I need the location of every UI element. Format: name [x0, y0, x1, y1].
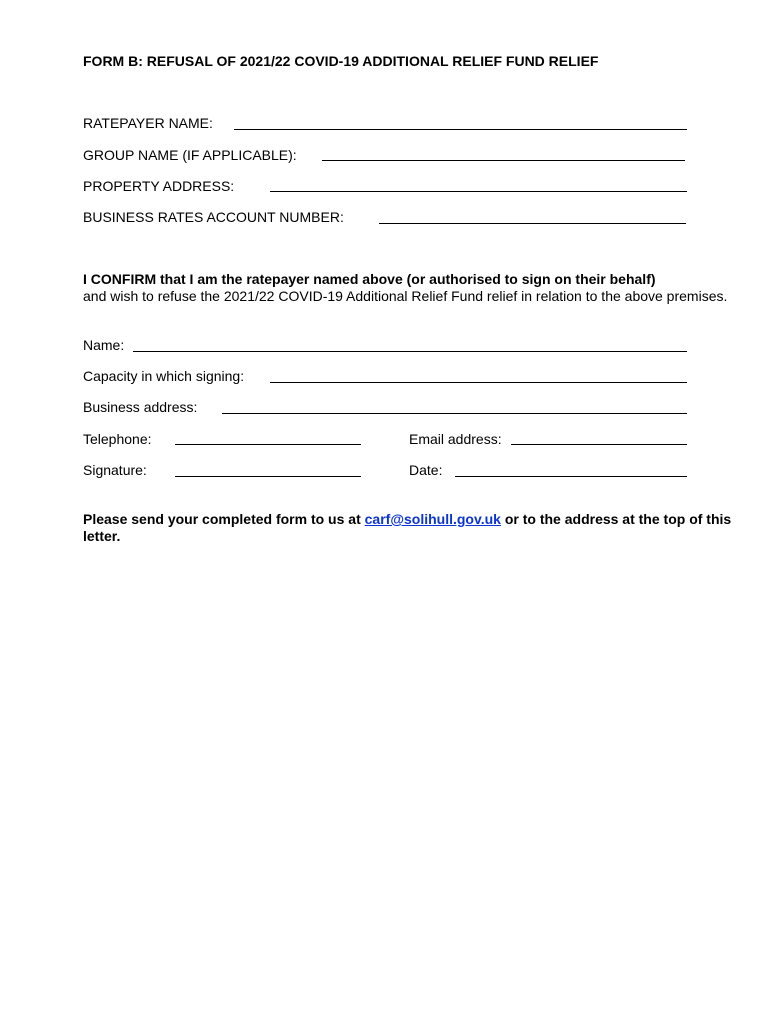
group-name-field[interactable] — [322, 160, 685, 161]
telephone-field[interactable] — [175, 444, 361, 445]
ratepayer-name-label: RATEPAYER NAME: — [83, 115, 213, 131]
email-link[interactable]: carf@solihull.gov.uk — [364, 511, 501, 527]
email-field[interactable] — [511, 444, 687, 445]
date-label: Date: — [409, 462, 443, 478]
instructions-text-after: or to the address at the top of this letter. — [83, 511, 732, 544]
property-address-label: PROPERTY ADDRESS: — [83, 178, 235, 194]
business-address-field[interactable] — [222, 413, 687, 414]
capacity-label: Capacity in which signing: — [83, 368, 245, 384]
business-rates-account-field[interactable] — [379, 223, 686, 224]
signature-field[interactable] — [175, 476, 361, 477]
confirmation-text: and wish to refuse the 2021/22 COVID-19 Additional Relief Fund relief in relation to the above premises. — [83, 288, 728, 304]
capacity-field[interactable] — [270, 382, 687, 383]
confirmation-statement — [83, 271, 738, 305]
instructions-text-before: Please send your completed form to us at — [83, 511, 365, 527]
form-title: FORM B: REFUSAL OF 2021/22 COVID-19 ADDITIONAL RELIEF FUND RELIEF — [83, 53, 599, 69]
confirmation-heading: I CONFIRM that I am the ratepayer named above (or authorised to sign on their behalf) — [83, 271, 656, 287]
property-address-field[interactable] — [270, 191, 687, 192]
business-rates-account-label: BUSINESS RATES ACCOUNT NUMBER: — [83, 209, 344, 225]
name-label: Name: — [83, 337, 125, 353]
signature-label: Signature: — [83, 462, 147, 478]
ratepayer-name-field[interactable] — [234, 129, 687, 130]
email-label: Email address: — [409, 431, 502, 447]
telephone-label: Telephone: — [83, 431, 152, 447]
date-field[interactable] — [455, 476, 687, 477]
business-address-label: Business address: — [83, 399, 198, 415]
submission-instructions — [83, 511, 733, 545]
name-field[interactable] — [133, 351, 687, 352]
group-name-label: GROUP NAME (IF APPLICABLE): — [83, 147, 297, 163]
